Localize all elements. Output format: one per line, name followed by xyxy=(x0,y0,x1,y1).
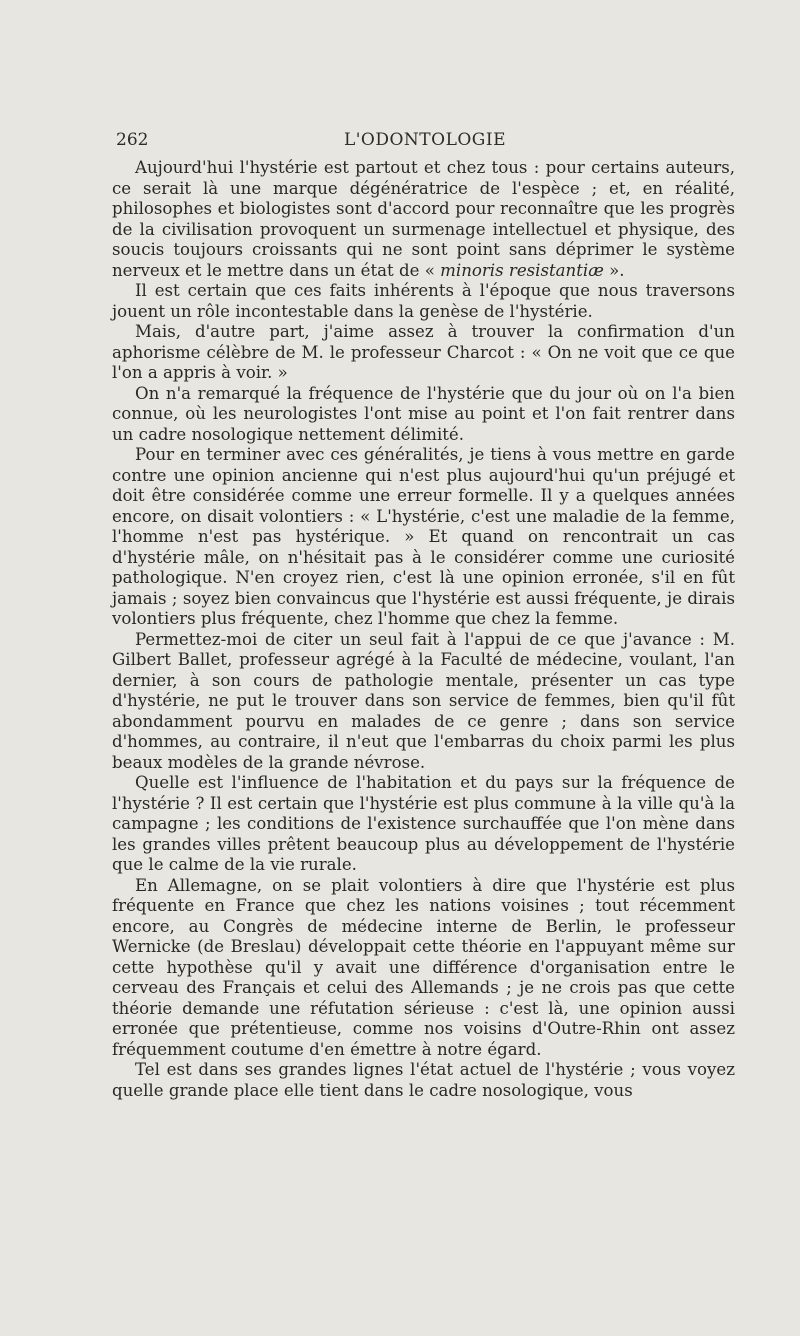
paragraph: On n'a remarqué la fréquence de l'hystérie que du jour où on l'a bien connue, où les neurologistes l'ont mise au point et l'on fait rentrer dans un cadre nosologique nettement délimité. xyxy=(112,383,735,444)
page-number: 262 xyxy=(116,130,149,150)
paragraph: Pour en terminer avec ces généralités, je tiens à vous mettre en garde contre une opinion ancienne qui n'est plus aujourd'hui qu'un préjugé et doit être considérée comme une erreur formelle. Il y a quelques années encore, on disait volontiers : « L'hystérie, c'est une maladie de la femme, l'homme n'est pas hystérique. » Et quand on rencontrait un cas d'hystérie mâle, on n'hésitait pas à le considérer comme une curiosité pathologique. N'en croyez rien, c'est là une opinion erronée, s'il en fût jamais ; soyez bien convaincus que l'hystérie est aussi fréquente, je dirais volontiers plus fréquente, chez l'homme que chez la femme. xyxy=(112,445,735,628)
running-title: L'ODONTOLOGIE xyxy=(343,130,507,150)
paragraph: Quelle est l'influence de l'habitation et du pays sur la fréquence de l'hystérie ? Il est certain que l'hystérie est plus commune à la ville qu'à la campagne ; les conditions de l'existence surchauffée que l'on mène dans les grandes villes prêtent beaucoup plus au développement de l'hystérie que le calme de la vie rurale. xyxy=(112,773,735,874)
body-text xyxy=(112,158,735,1101)
page-header xyxy=(116,127,734,153)
paragraph: Mais, d'autre part, j'aime assez à trouver la confirmation d'un aphorisme célèbre de M. le professeur Charcot : « On ne voit que ce que l'on a appris à voir. » xyxy=(112,322,735,382)
paragraph-text: Aujourd'hui l'hystérie est partout et chez tous : pour certains auteurs, ce serait là une marque dégénératrice de l'espèce ; et, en réalité, philosophes et biologistes sont d'accord pour reconnaître que les progrès de la civilisation provoquent un surmenage intellectuel et physique, des soucis toujours croissants qui ne sont point sans déprimer le système nerveux et le mettre dans un état de « xyxy=(112,158,735,280)
paragraph: En Allemagne, on se plait volontiers à dire que l'hystérie est plus fréquente en France que chez les nations voisines ; tout récemment encore, au Congrès de médecine interne de Berlin, le professeur Wernicke (de Breslau) développait cette théorie en l'appuyant même sur cette hypothèse qu'il y avait une différence d'organisation entre le cerveau des Français et celui des Allemands ; je ne crois pas que cette théorie demande une réfutation sérieuse : c'est là, une opinion aussi erronée que prétentieuse, comme nos voisins d'Outre-Rhin ont assez fréquemment coutume d'en émettre à notre égard. xyxy=(112,875,735,1059)
paragraph: Tel est dans ses grandes lignes l'état actuel de l'hystérie ; vous voyez quelle grande place elle tient dans le cadre nosologique, vous xyxy=(112,1060,735,1100)
paragraph: Il est certain que ces faits inhérents à l'époque que nous traversons jouent un rôle incontestable dans la genèse de l'hystérie. xyxy=(112,281,735,321)
paragraph: Permettez-moi de citer un seul fait à l'appui de ce que j'avance : M. Gilbert Ballet, professeur agrégé à la Faculté de médecine, voulant, l'an dernier, à son cours de pathologie mentale, présenter un cas type d'hystérie, ne put le trouver dans son service de femmes, bien qu'il fût abondamment pourvu en malades de ce genre ; dans son service d'hommes, au contraire, il n'eut que l'embarras du choix parmi les plus beaux modèles de la grande névrose. xyxy=(112,629,735,772)
paragraph-tail: ». xyxy=(603,260,625,280)
latin-term: minoris resistantiæ xyxy=(440,260,604,280)
paragraph xyxy=(112,158,735,281)
